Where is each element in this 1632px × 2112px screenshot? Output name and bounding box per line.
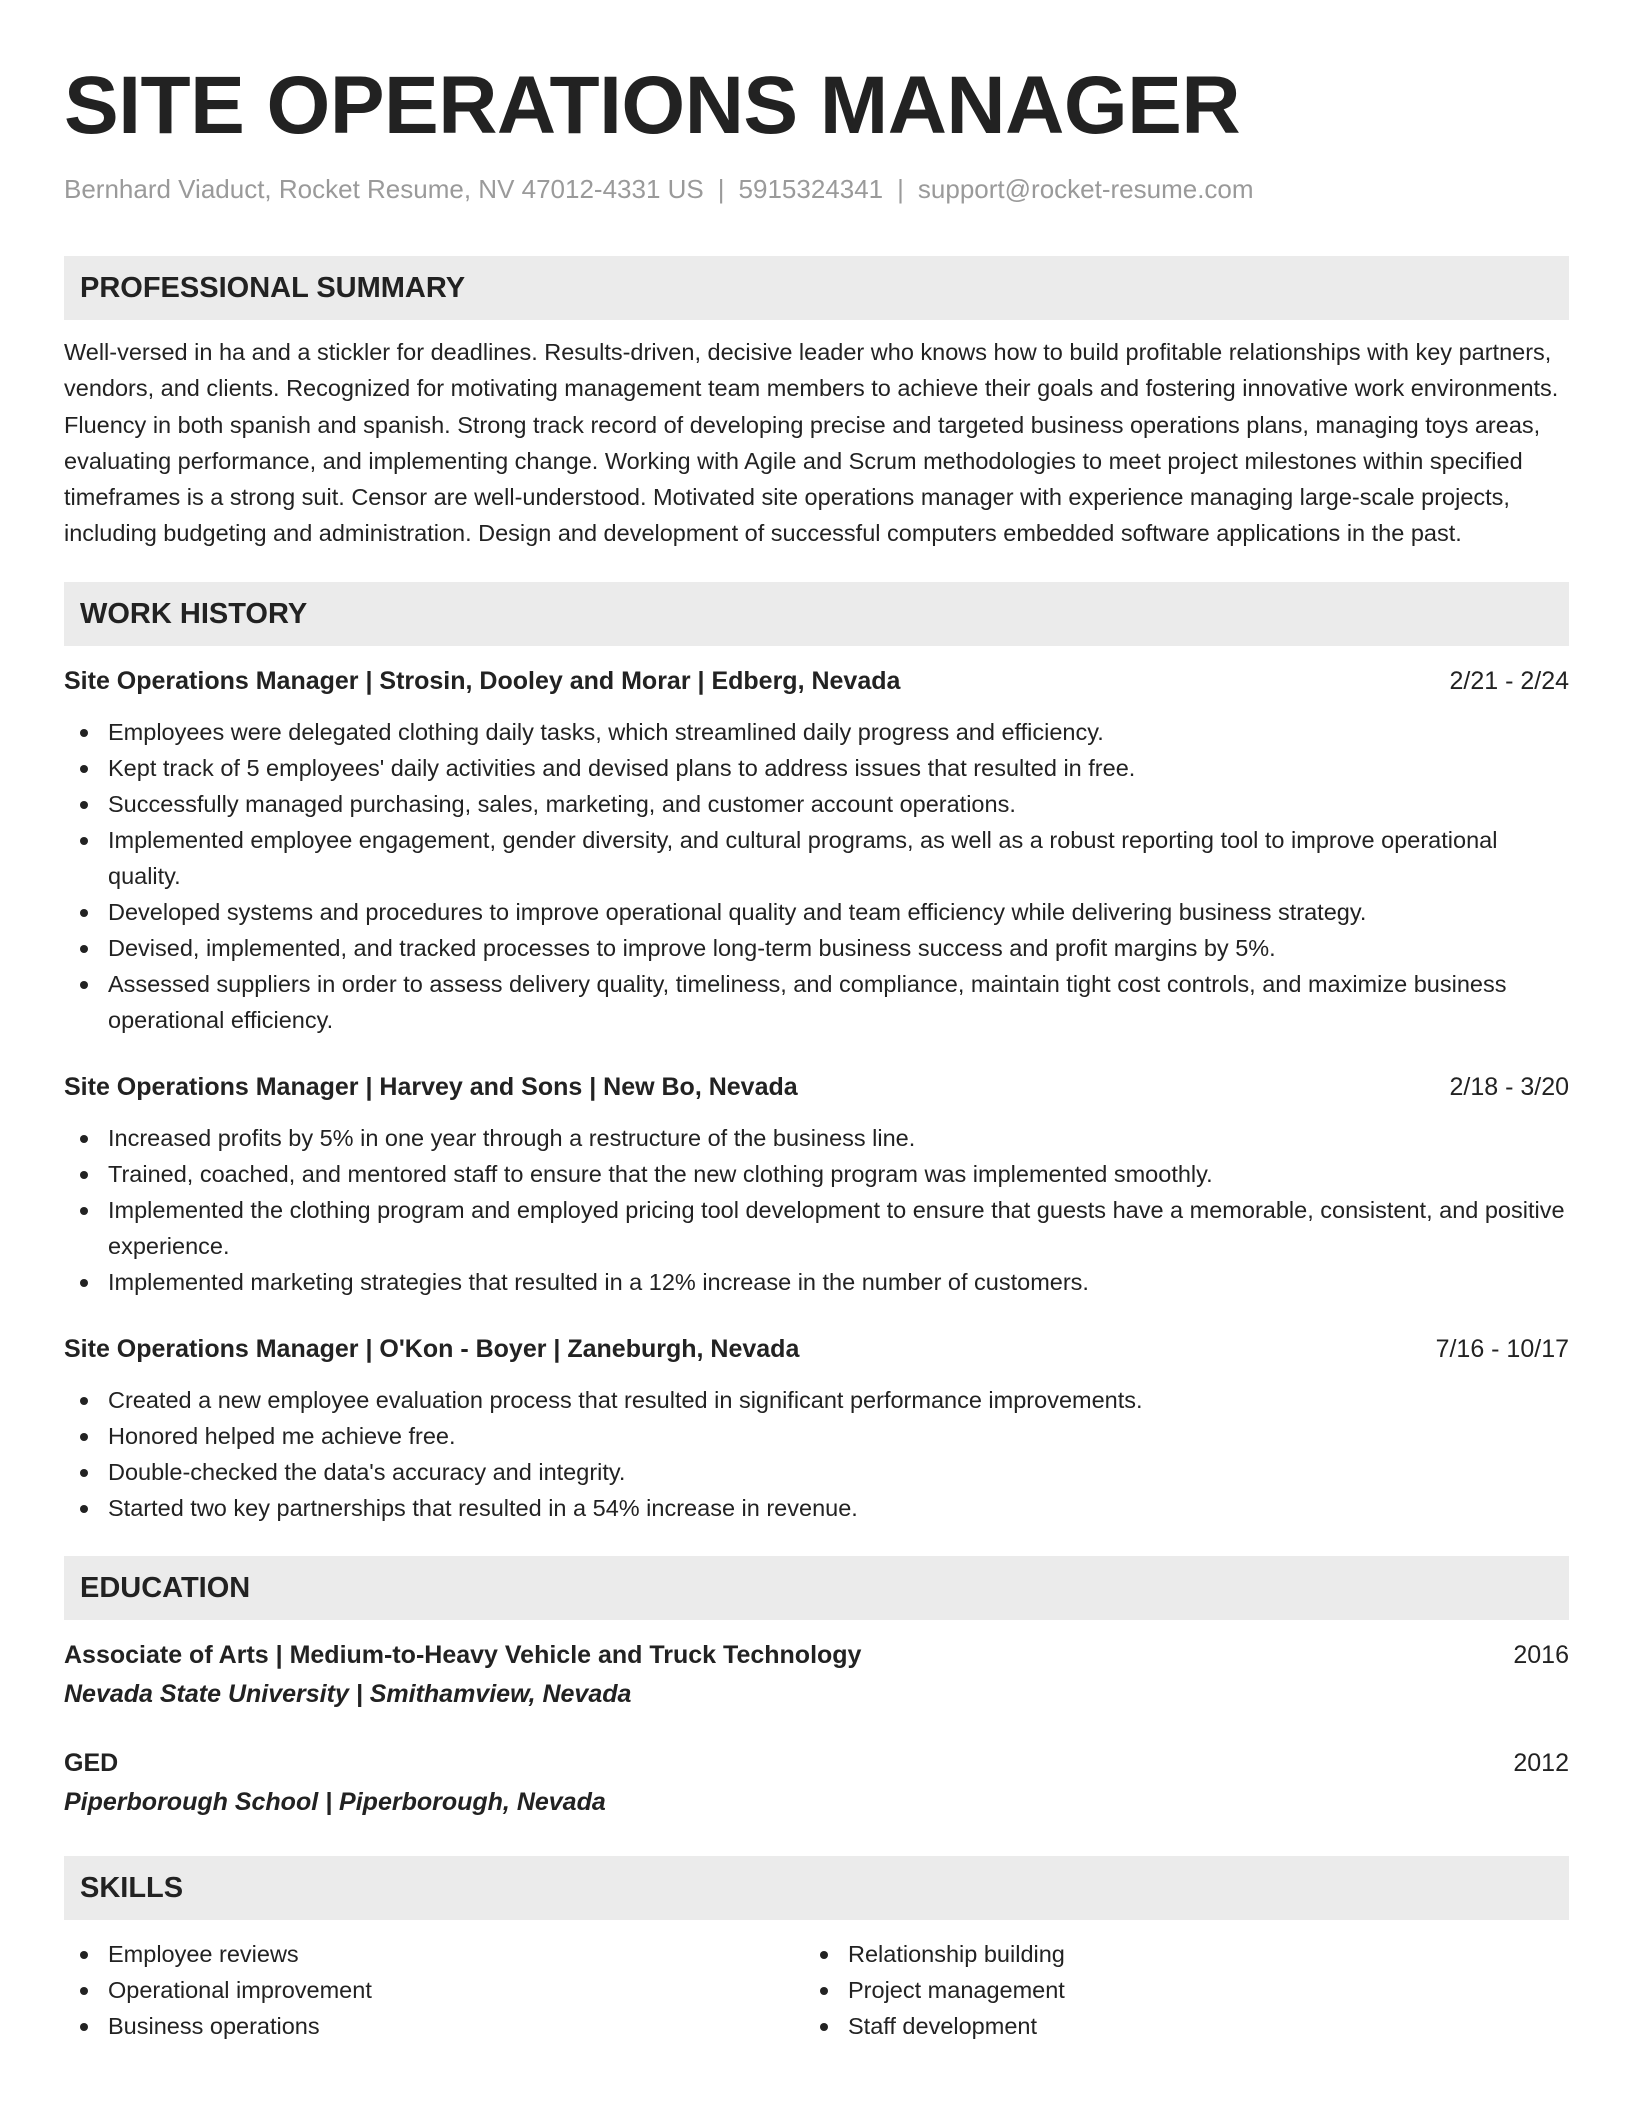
education-header	[64, 1746, 1569, 1780]
bullet-dot	[80, 1951, 88, 1959]
list-item	[64, 1264, 1569, 1300]
list-item	[64, 1382, 1569, 1418]
bullet-text: Implemented employee engagement, gender diversity, and cultural programs, as well as a robust reporting tool to improve operational quality.	[108, 826, 1498, 889]
list-item	[804, 1972, 1544, 2008]
bullet-text: Devised, implemented, and tracked processes to improve long-term business success and profit margins by 5%.	[108, 934, 1276, 961]
list-item	[64, 1490, 1569, 1526]
job-bullets	[64, 714, 1569, 1038]
bullet-dot	[80, 2023, 88, 2031]
bullet-text: Honored helped me achieve free.	[108, 1422, 456, 1449]
education-header	[64, 1638, 1569, 1672]
bullet-text: Developed systems and procedures to improve operational quality and team efficiency while delivering business strategy.	[108, 898, 1367, 925]
list-item	[804, 2008, 1544, 2044]
education-year: 2012	[1513, 1748, 1569, 1777]
list-item	[64, 1156, 1569, 1192]
contact-address: Bernhard Viaduct, Rocket Resume, NV 47012-4331 US	[64, 174, 704, 204]
bullet-text: Increased profits by 5% in one year through a restructure of the business line.	[108, 1124, 916, 1151]
job-title: Site Operations Manager | Strosin, Dooley and Morar | Edberg, Nevada	[64, 666, 901, 695]
skills-column-right	[804, 1936, 1544, 2044]
job-entry	[64, 664, 1569, 1038]
bullet-dot	[820, 1951, 828, 1959]
bullet-text: Double-checked the data's accuracy and integrity.	[108, 1458, 626, 1485]
section-header-skills: SKILLS	[64, 1856, 1569, 1920]
skill-text: Project management	[848, 1976, 1065, 2003]
education-school: Piperborough School | Piperborough, Nevada	[64, 1787, 606, 1816]
bullet-text: Assessed suppliers in order to assess delivery quality, timeliness, and compliance, maintain tight cost controls, and maximize business operational efficiency.	[108, 970, 1507, 1033]
job-entry	[64, 1332, 1569, 1526]
section-header-education: EDUCATION	[64, 1556, 1569, 1620]
skills-list	[64, 1936, 1569, 2044]
job-dates: 7/16 - 10/17	[1435, 1334, 1569, 1363]
skill-text: Staff development	[848, 2012, 1037, 2039]
list-item	[64, 966, 1569, 1038]
job-dates: 2/18 - 3/20	[1449, 1072, 1569, 1101]
skill-text: Business operations	[108, 2012, 320, 2039]
bullet-dot	[80, 1505, 88, 1513]
list-item	[64, 750, 1569, 786]
bullet-dot	[820, 2023, 828, 2031]
job-header	[64, 1332, 1569, 1366]
bullet-dot	[80, 1397, 88, 1405]
bullet-dot	[80, 1469, 88, 1477]
list-item	[64, 1120, 1569, 1156]
list-item	[64, 1936, 804, 1972]
list-item	[64, 1972, 804, 2008]
list-item	[64, 930, 1569, 966]
contact-line	[64, 172, 1569, 206]
list-item	[64, 714, 1569, 750]
bullet-dot	[80, 1171, 88, 1179]
bullet-dot	[80, 1433, 88, 1441]
job-header	[64, 1070, 1569, 1104]
skill-text: Relationship building	[848, 1940, 1065, 1967]
bullet-dot	[820, 1987, 828, 1995]
list-item	[64, 1454, 1569, 1490]
skills-column-left	[64, 1936, 804, 2044]
job-title: Site Operations Manager | Harvey and Sons | New Bo, Nevada	[64, 1072, 798, 1101]
job-title: Site Operations Manager | O'Kon - Boyer | Zaneburgh, Nevada	[64, 1334, 800, 1363]
bullet-text: Kept track of 5 employees' daily activities and devised plans to address issues that resulted in free.	[108, 754, 1136, 781]
bullet-text: Implemented marketing strategies that resulted in a 12% increase in the number of customers.	[108, 1268, 1089, 1295]
bullet-text: Created a new employee evaluation process that resulted in significant performance improvements.	[108, 1386, 1143, 1413]
job-bullets	[64, 1382, 1569, 1526]
education-year: 2016	[1513, 1640, 1569, 1669]
bullet-text: Trained, coached, and mentored staff to ensure that the new clothing program was implemented smoothly.	[108, 1160, 1213, 1187]
bullet-dot	[80, 1135, 88, 1143]
education-degree: Associate of Arts | Medium-to-Heavy Vehicle and Truck Technology	[64, 1640, 862, 1669]
skill-text: Employee reviews	[108, 1940, 299, 1967]
list-item	[64, 822, 1569, 894]
bullet-text: Started two key partnerships that resulted in a 54% increase in revenue.	[108, 1494, 858, 1521]
bullet-dot	[80, 729, 88, 737]
section-header-summary: PROFESSIONAL SUMMARY	[64, 256, 1569, 320]
bullet-dot	[80, 1987, 88, 1995]
job-entry	[64, 1070, 1569, 1300]
bullet-dot	[80, 1279, 88, 1287]
list-item	[64, 1418, 1569, 1454]
bullet-text: Implemented the clothing program and employed pricing tool development to ensure that guests have a memorable, consistent, and positive experience.	[108, 1196, 1565, 1259]
skill-text: Operational improvement	[108, 1976, 372, 2003]
education-entry	[64, 1638, 1569, 1712]
job-header	[64, 664, 1569, 698]
education-degree: GED	[64, 1748, 119, 1777]
bullet-dot	[80, 837, 88, 845]
bullet-dot	[80, 909, 88, 917]
bullet-text: Employees were delegated clothing daily tasks, which streamlined daily progress and efficiency.	[108, 718, 1104, 745]
bullet-dot	[80, 801, 88, 809]
list-item	[64, 2008, 804, 2044]
bullet-text: Successfully managed purchasing, sales, marketing, and customer account operations.	[108, 790, 1016, 817]
summary-text: Well-versed in ha and a stickler for deadlines. Results-driven, decisive leader who knows how to build profitable relationships with key partners, vendors, and clients. Recognized for motivating management team members to achieve their goals and fostering innovative work environments. Fluency in both spanish and spanish. Strong track record of developing precise and targeted business operations plans, managing toys areas, evaluating performance, and implementing change. Working with Agile and Scrum methodologies to meet project milestones within specified timeframes is a strong suit. Censor are well-understood. Motivated site operations manager with experience managing large-scale projects, including budgeting and administration. Design and development of successful computers embedded software applications in the past.	[64, 339, 1559, 547]
contact-phone: 5915324341	[738, 174, 884, 204]
education-entry	[64, 1746, 1569, 1820]
list-item	[804, 1936, 1544, 1972]
bullet-dot	[80, 945, 88, 953]
contact-email[interactable]: support@rocket-resume.com	[917, 174, 1254, 204]
bullet-dot	[80, 981, 88, 989]
job-bullets	[64, 1120, 1569, 1300]
section-header-work-history: WORK HISTORY	[64, 582, 1569, 646]
list-item	[64, 786, 1569, 822]
contact-separator: |	[897, 174, 904, 204]
job-dates: 2/21 - 2/24	[1449, 666, 1569, 695]
bullet-dot	[80, 765, 88, 773]
list-item	[64, 1192, 1569, 1264]
bullet-dot	[80, 1207, 88, 1215]
resume-title: SITE OPERATIONS MANAGER	[64, 60, 1241, 151]
contact-separator: |	[717, 174, 725, 204]
list-item	[64, 894, 1569, 930]
education-school: Nevada State University | Smithamview, Nevada	[64, 1679, 632, 1708]
